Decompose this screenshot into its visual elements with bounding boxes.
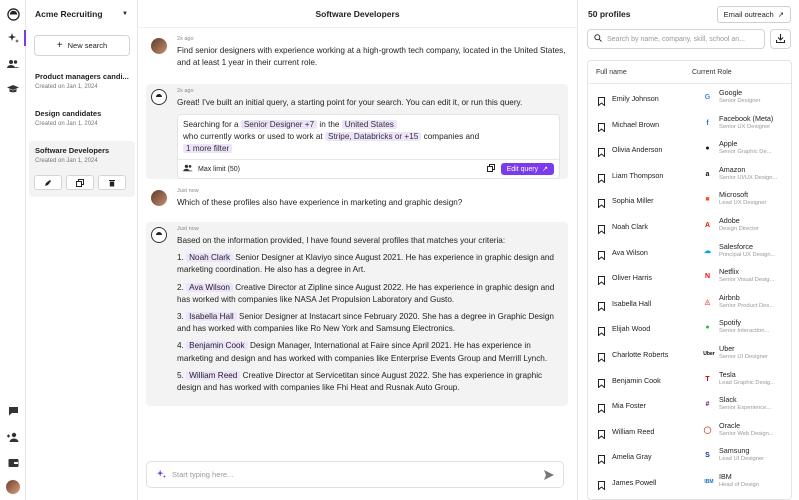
results-list xyxy=(177,252,562,394)
company-name: Samsung xyxy=(719,446,750,456)
result-item xyxy=(177,340,562,364)
company-logo-icon: IBM xyxy=(704,478,714,485)
icon-rail xyxy=(0,0,26,500)
role-title: Senior UI/UX Design... xyxy=(719,174,778,181)
role-title: Senior Web Design... xyxy=(719,430,774,437)
table-row[interactable] xyxy=(588,111,792,137)
candidate-name-link[interactable]: Isabella Hall xyxy=(186,312,237,321)
table-row[interactable] xyxy=(588,187,792,213)
people-icon[interactable] xyxy=(6,57,20,71)
table-row[interactable] xyxy=(588,315,792,341)
result-text: Creative Director at Servicetitan since August 2022. She has experience in graphic design and has worked with companies like Fhi Heat and Rusnak Auto Group. xyxy=(177,370,543,393)
ai-sparkle-icon[interactable] xyxy=(6,31,20,45)
query-text-part: who currently works or used to work at xyxy=(183,132,323,142)
result-number: 2. xyxy=(177,282,184,292)
download-button[interactable] xyxy=(770,29,791,49)
role-title: Senior UX Designer xyxy=(719,123,771,130)
profiles-table xyxy=(587,60,792,500)
company-name: Salesforce xyxy=(719,241,753,251)
company-name: Spotify xyxy=(719,318,741,328)
table-row[interactable] xyxy=(588,239,792,265)
company-name: Facebook (Meta) xyxy=(719,113,774,123)
company-name: IBM xyxy=(719,472,732,481)
bookmark-icon[interactable] xyxy=(598,426,605,444)
role-title: Senior Graphic De... xyxy=(719,149,772,156)
candidate-name-link[interactable]: William Reed xyxy=(186,371,240,380)
candidate-name-link[interactable]: Benjamin Cook xyxy=(186,341,248,350)
table-row[interactable] xyxy=(588,290,792,316)
bookmark-icon[interactable] xyxy=(598,298,605,316)
project-date: Created on Jan 1, 2024 xyxy=(35,121,98,127)
project-actions xyxy=(34,175,126,190)
result-text: Senior Designer at Instacart since February 2020. She has a degree in Graphic Design and has worked with companies like Ro New York and Samsung Electronics. xyxy=(177,312,554,334)
role-title: Design Director xyxy=(719,226,759,232)
search-placeholder: Search by name, company, skill, school an... xyxy=(607,35,745,43)
company-logo-icon: S xyxy=(705,452,710,460)
chat-input[interactable] xyxy=(146,461,564,488)
result-text: Design Manager, International at Faire since April 2021. He has experience in marketing and design and has worked with companies like Enterprise Events Group and Merrill Lynch. xyxy=(177,341,548,363)
company-logo-icon: ● xyxy=(705,145,710,153)
company-logo-icon: ● xyxy=(705,324,710,332)
company-name: Adobe xyxy=(719,216,740,225)
user-avatar xyxy=(151,190,167,206)
result-number: 4. xyxy=(177,341,184,351)
max-limit-label: Max limit (50) xyxy=(198,165,241,173)
query-text-part: in the xyxy=(319,120,340,130)
profile-name: Olivia Anderson xyxy=(612,145,663,155)
bookmark-icon[interactable] xyxy=(598,119,605,137)
table-row[interactable] xyxy=(588,85,792,111)
pencil-icon xyxy=(44,174,52,192)
company-name: Uber xyxy=(719,344,735,353)
company-name: Slack xyxy=(719,395,737,405)
role-title: Principal UX Design... xyxy=(719,251,776,258)
search-icon xyxy=(594,34,602,44)
bookmark-icon[interactable] xyxy=(598,375,605,393)
profile-name: Benjamin Cook xyxy=(612,375,661,385)
table-row[interactable] xyxy=(588,264,792,290)
new-search-label: New search xyxy=(67,41,108,50)
role-title: Head of Design xyxy=(719,482,759,488)
download-icon xyxy=(776,30,785,48)
table-row[interactable] xyxy=(588,162,792,188)
copy-icon xyxy=(76,174,84,192)
bookmark-icon[interactable] xyxy=(598,144,605,162)
bookmark-icon[interactable] xyxy=(598,400,605,418)
user-avatar[interactable] xyxy=(6,480,20,494)
column-header-name[interactable]: Full name xyxy=(596,68,627,76)
project-title: Product managers candi... xyxy=(35,72,129,81)
query-text xyxy=(178,115,559,159)
profile-name: Amelia Gray xyxy=(612,452,652,462)
bookmark-icon[interactable] xyxy=(598,170,605,188)
company-logo-icon: a xyxy=(705,170,710,178)
company-logo-icon: T xyxy=(705,375,710,383)
bookmark-icon[interactable] xyxy=(598,195,605,213)
table-row[interactable] xyxy=(588,392,792,418)
message-time: 2s ago xyxy=(177,88,194,94)
result-number: 1. xyxy=(177,253,184,263)
company-name: Airbnb xyxy=(719,292,740,302)
profile-name: Isabella Hall xyxy=(612,298,652,308)
duplicate-project-button[interactable] xyxy=(66,175,94,190)
delete-project-button[interactable] xyxy=(98,175,126,190)
result-item xyxy=(177,252,562,276)
chat-title: Software Developers xyxy=(138,0,577,28)
company-name: Microsoft xyxy=(719,190,749,200)
result-number: 5. xyxy=(177,370,184,380)
assistant-message xyxy=(146,222,568,406)
location-chip[interactable]: United States xyxy=(342,120,397,129)
arrow-up-right-icon: ↗ xyxy=(777,9,784,19)
company-logo-icon: ■ xyxy=(705,196,710,204)
chat-panel xyxy=(138,0,577,500)
bookmark-icon[interactable] xyxy=(598,451,605,469)
assistant-logo-icon xyxy=(151,227,167,243)
role-chip[interactable]: Senior Designer +7 xyxy=(241,120,317,129)
chat-icon[interactable] xyxy=(6,404,20,418)
bookmark-icon[interactable] xyxy=(598,221,605,239)
email-outreach-button[interactable] xyxy=(717,6,791,23)
company-name: Oracle xyxy=(719,420,741,430)
message-time: Just now xyxy=(177,188,199,194)
company-logo-icon: # xyxy=(705,401,710,409)
result-item xyxy=(177,370,562,394)
role-title: Senior UI Designer xyxy=(719,354,768,360)
project-item[interactable] xyxy=(29,67,135,95)
project-date: Created on Jan 1, 2024 xyxy=(35,158,98,164)
result-item xyxy=(177,311,562,335)
profile-name: Oliver Harris xyxy=(612,273,652,283)
query-card xyxy=(177,114,560,179)
message-time: 2s ago xyxy=(177,36,194,42)
project-title: Software Developers xyxy=(35,146,110,155)
role-title: Senior Designer xyxy=(719,98,761,104)
bookmark-icon[interactable] xyxy=(598,93,605,111)
message-text: Which of these profiles also have experience in marketing and graphic design? xyxy=(177,198,463,207)
assistant-logo-icon xyxy=(151,89,167,105)
bookmark-icon[interactable] xyxy=(598,349,605,367)
send-icon[interactable] xyxy=(544,470,554,482)
company-name: Google xyxy=(719,88,743,97)
graduation-cap-icon[interactable] xyxy=(6,82,20,96)
bookmark-icon[interactable] xyxy=(598,323,605,341)
arrow-up-right-icon: ↗ xyxy=(542,166,548,174)
app-logo-icon[interactable] xyxy=(6,7,20,21)
company-chip[interactable]: Stripe, Databricks or +15 xyxy=(325,132,421,141)
message-text: Great! I've built an initial query, a starting point for your search. You can edit it, or run this query. xyxy=(177,98,523,107)
project-title: Design candidates xyxy=(35,109,102,118)
edit-project-button[interactable] xyxy=(34,175,62,190)
profile-name: Ava Wilson xyxy=(612,247,648,257)
profile-name: James Powell xyxy=(612,478,657,487)
profile-name: Liam Thompson xyxy=(612,170,664,180)
result-number: 3. xyxy=(177,312,184,322)
copy-query-icon[interactable] xyxy=(487,164,495,174)
bookmark-icon[interactable] xyxy=(598,477,605,495)
profiles-count: 50 profiles xyxy=(588,9,631,19)
profile-name: Charlotte Roberts xyxy=(612,350,669,359)
edit-query-label: Edit query xyxy=(506,165,539,173)
plus-icon: + xyxy=(56,39,63,51)
profile-search-input[interactable] xyxy=(587,29,765,49)
role-title: Senior Experience... xyxy=(719,405,772,412)
candidate-name-link[interactable]: Ava Wilson xyxy=(186,283,233,292)
company-name: Amazon xyxy=(719,164,746,174)
table-row[interactable] xyxy=(588,469,792,495)
table-row[interactable] xyxy=(588,213,792,239)
people-icon xyxy=(183,164,193,174)
company-logo-icon: ◬ xyxy=(704,299,711,307)
project-item[interactable] xyxy=(29,104,135,132)
projects-panel xyxy=(26,0,138,500)
table-row[interactable] xyxy=(588,136,792,162)
message-text: Based on the information provided, I have found several profiles that matches your criteria: xyxy=(177,236,506,245)
profile-name: William Reed xyxy=(612,426,655,436)
profile-name: Mia Foster xyxy=(612,401,646,411)
result-item xyxy=(177,282,562,306)
profiles-panel xyxy=(577,0,799,500)
user-message xyxy=(146,36,568,69)
table-row[interactable] xyxy=(588,367,792,393)
company-logo-icon: ◯ xyxy=(703,427,712,435)
wallet-icon[interactable] xyxy=(6,456,20,470)
role-title: Senior Interaction... xyxy=(719,328,770,335)
role-title: Lead UX Designer xyxy=(719,200,767,207)
new-search-button[interactable] xyxy=(34,35,130,56)
company-logo-icon: Uber xyxy=(703,350,715,357)
trash-icon xyxy=(108,174,116,192)
company-logo-icon: ☁ xyxy=(704,248,711,256)
role-title: Senior Visual Desig... xyxy=(719,277,775,284)
profile-name: Emily Johnson xyxy=(612,94,659,103)
company-logo-icon: N xyxy=(704,273,711,281)
result-text: Creative Director at Zipline since August 2022. He has experience in graphic design and has worked with companies like NASA Jet Propulsion Laboratory and Gusto. xyxy=(177,282,555,304)
user-avatar xyxy=(151,38,167,54)
bookmark-icon[interactable] xyxy=(598,247,605,265)
table-row[interactable] xyxy=(588,341,792,367)
result-text: Senior Designer at Klaviyo since August 2021. He has experience in graphic design and marketing coordination. He also has a degree in Art. xyxy=(177,253,554,275)
query-text-part: Searching for a xyxy=(183,120,239,130)
profile-name: Noah Clark xyxy=(612,222,648,231)
project-date: Created on Jan 1, 2024 xyxy=(35,84,98,90)
company-name: Tesla xyxy=(719,369,736,379)
max-limit-control[interactable] xyxy=(183,164,240,174)
add-user-icon[interactable] xyxy=(6,430,20,444)
chevron-down-icon: ▼ xyxy=(122,11,128,17)
company-logo-icon: f xyxy=(706,119,709,127)
message-time: Just now xyxy=(177,226,199,232)
workspace-switcher[interactable] xyxy=(26,0,137,28)
company-logo-icon: G xyxy=(704,94,711,101)
bookmark-icon[interactable] xyxy=(598,272,605,290)
query-footer xyxy=(178,159,559,178)
workspace-name: Acme Recruiting xyxy=(35,9,103,19)
user-message xyxy=(146,188,568,209)
role-title: Senior Product Des... xyxy=(719,302,775,309)
table-row[interactable] xyxy=(588,443,792,469)
message-text: Find senior designers with experience working at a high-growth tech company, located in the United States, and at least 1 year in their current role. xyxy=(177,46,566,68)
role-title: Lead Graphic Desig... xyxy=(719,379,776,386)
assistant-message xyxy=(146,84,568,179)
column-header-role[interactable]: Current Role xyxy=(692,68,732,76)
profile-name: Sophia Miller xyxy=(612,196,654,206)
company-logo-icon: A xyxy=(704,222,711,229)
company-name: Netflix xyxy=(719,267,739,277)
table-row[interactable] xyxy=(588,418,792,444)
profile-name: Elijah Wood xyxy=(612,324,651,334)
edit-query-button[interactable] xyxy=(501,163,554,175)
chat-input-placeholder: Start typing here... xyxy=(172,470,234,479)
query-text-part: companies and xyxy=(423,132,480,142)
ai-sparkle-icon xyxy=(156,469,166,481)
email-outreach-label: Email outreach xyxy=(723,9,774,19)
table-header xyxy=(588,61,791,84)
filter-chip[interactable]: 1 more filter xyxy=(183,144,232,153)
profile-name: Michael Brown xyxy=(612,119,660,129)
company-name: Apple xyxy=(719,139,738,149)
role-title: Lead UI Designer xyxy=(719,456,765,463)
candidate-name-link[interactable]: Noah Clark xyxy=(186,253,233,262)
